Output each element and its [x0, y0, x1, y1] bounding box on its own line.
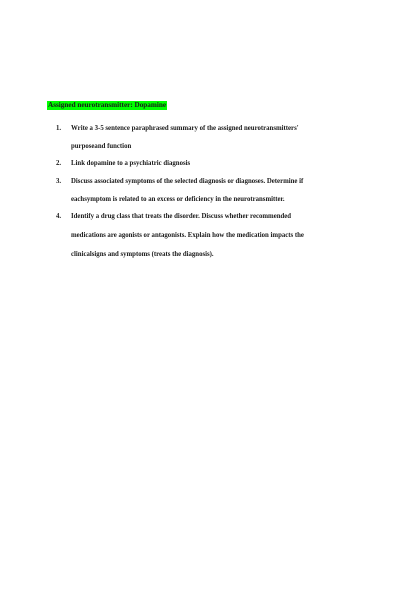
list-item-text-line: clinicalsigns and symptoms (treats the diagnosis).: [71, 251, 214, 258]
list-item-number: 3.: [56, 178, 62, 185]
document-heading: Assigned neurotransmitter: Dopamine: [48, 101, 167, 109]
list-item-text-line: eachsymptom is related to an excess or deficiency in the neurotransmitter.: [71, 196, 285, 203]
list-item-text-line: Link dopamine to a psychiatric diagnosis: [71, 160, 191, 167]
list-item-number: 1.: [56, 125, 62, 132]
list-item-text-line: medications are agonists or antagonists. Explain how the medication impacts the: [71, 232, 304, 239]
list-item-text-line: Discuss associated symptoms of the selected diagnosis or diagnoses. Determine if: [71, 178, 304, 185]
list-item-number: 4.: [56, 213, 62, 220]
list-item-number: 2.: [56, 160, 62, 167]
list-item-text-line: purposeand function: [71, 143, 132, 150]
list-item-text-line: Write a 3-5 sentence paraphrased summary of the assigned neurotransmitters': [71, 125, 299, 132]
list-item-text-line: Identify a drug class that treats the disorder. Discuss whether recommended: [71, 213, 292, 220]
